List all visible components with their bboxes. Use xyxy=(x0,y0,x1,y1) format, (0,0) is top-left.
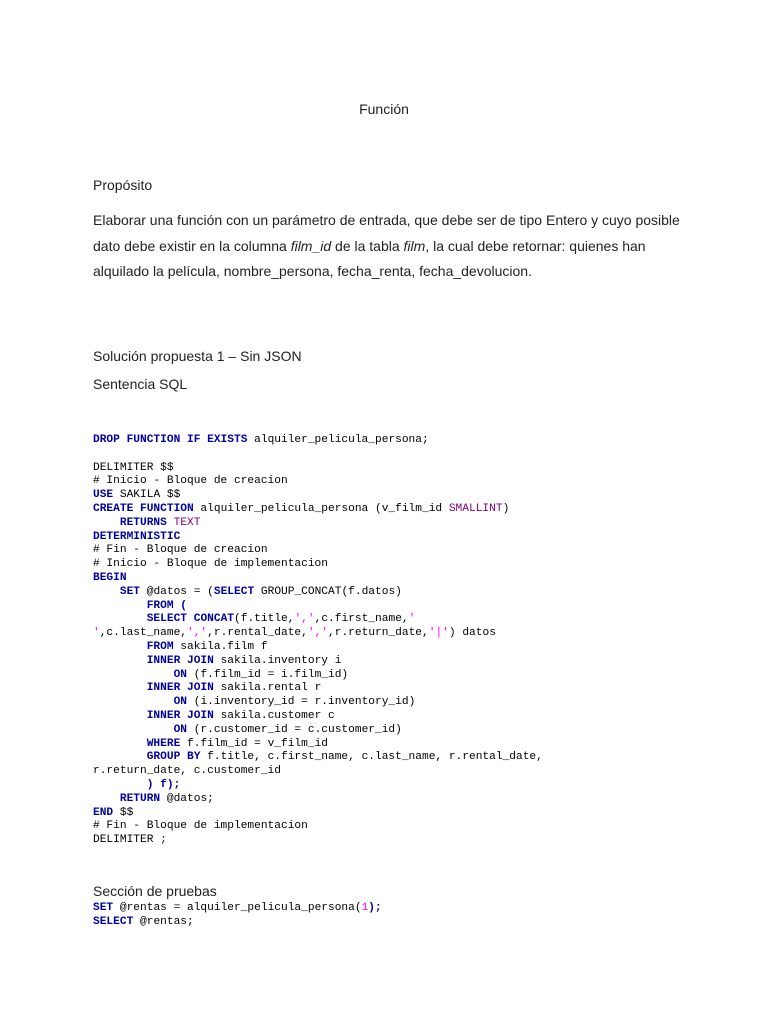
code-text: (r.customer_id = c.customer_id) xyxy=(187,723,402,736)
code-text: f.film_id = v_film_id xyxy=(180,737,328,750)
code-keyword: ON xyxy=(173,668,188,681)
code-keyword: WHERE xyxy=(146,737,181,750)
code-text: ,r.rental_date, xyxy=(207,627,308,640)
code-keyword: SELECT xyxy=(146,613,188,626)
code-text: ( xyxy=(173,599,188,612)
code-keyword: FROM xyxy=(146,640,174,653)
code-text: ,c.first_name, xyxy=(314,613,409,626)
code-type: SMALLINT xyxy=(448,502,503,515)
code-keyword: INNER JOIN xyxy=(146,654,214,667)
code-keyword: CONCAT xyxy=(193,613,235,626)
code-text: (i.inventory_id = r.inventory_id) xyxy=(187,696,416,709)
pruebas-heading: Sección de pruebas xyxy=(93,883,217,899)
code-string: ',' xyxy=(187,627,208,640)
code-keyword: FROM xyxy=(146,599,174,612)
code-text: sakila.film f xyxy=(173,640,268,653)
code-text: r.return_date, c.customer_id xyxy=(93,765,281,778)
code-text: @rentas = alquiler_pelicula_persona( xyxy=(113,902,362,914)
code-keyword: SELECT xyxy=(213,585,255,598)
code-text: sakila.inventory i xyxy=(213,654,342,667)
code-string: '|' xyxy=(428,627,449,640)
code-text: SAKILA $$ xyxy=(113,489,181,502)
sql-heading: Sentencia SQL xyxy=(93,376,188,392)
sql-code-block xyxy=(93,434,543,848)
code-keyword: ON xyxy=(173,696,188,709)
code-type: TEXT xyxy=(173,516,201,529)
code-keyword: BEGIN xyxy=(93,571,127,584)
proposito-heading: Propósito xyxy=(93,177,153,193)
code-keyword: INNER JOIN xyxy=(146,709,214,722)
paragraph-part-3: , la cual debe retornar: quienes han alquilado la película, nombre_persona, fecha_renta, fecha_devolucion. xyxy=(93,237,646,280)
paragraph-film: film xyxy=(403,237,426,254)
code-number: 1 xyxy=(361,902,369,914)
code-text: (f.film_id = i.film_id) xyxy=(187,668,349,681)
code-text: @datos = ( xyxy=(140,585,214,598)
code-comment: # Inicio - Bloque de implementacion xyxy=(93,558,328,571)
code-keyword: RETURN xyxy=(119,792,161,805)
code-text: f.title, c.first_name, c.last_name, r.rental_date, xyxy=(200,751,543,764)
code-text: ); xyxy=(368,902,382,914)
code-string: ',' xyxy=(294,613,315,626)
code-text: ) f); xyxy=(146,778,181,791)
code-keyword: DETERMINISTIC xyxy=(93,530,181,543)
purpose-paragraph xyxy=(93,208,683,285)
code-comment: # Inicio - Bloque de creacion xyxy=(93,475,288,488)
code-text: ) datos xyxy=(448,627,496,640)
code-keyword: RETURNS xyxy=(119,516,167,529)
code-keyword: CREATE FUNCTION xyxy=(93,502,194,515)
code-keyword: END xyxy=(93,806,114,819)
code-text: $$ xyxy=(113,806,134,819)
code-keyword: INNER JOIN xyxy=(146,682,214,695)
code-keyword: ON xyxy=(173,723,188,736)
code-keyword: SET xyxy=(93,902,114,914)
code-comment: # Fin - Bloque de creacion xyxy=(93,544,268,557)
code-keyword: GROUP BY xyxy=(146,751,201,764)
code-text: ,r.return_date, xyxy=(328,627,429,640)
code-text: ,c.last_name, xyxy=(99,627,187,640)
paragraph-part-2: de la tabla xyxy=(331,237,404,254)
code-text: DELIMITER $$ xyxy=(93,461,174,474)
solution-heading: Solución propuesta 1 – Sin JSON xyxy=(93,348,302,364)
code-text: alquiler_pelicula_persona (v_film_id xyxy=(193,502,449,515)
code-string: ',' xyxy=(307,627,329,640)
code-text: @rentas; xyxy=(133,915,194,928)
code-keyword: DROP FUNCTION IF EXISTS xyxy=(93,434,248,446)
test-code-block xyxy=(93,902,382,930)
paragraph-part-1: Elaborar una función con un parámetro de entrada, que debe ser de tipo Entero y cuyo posible dato debe existir en la columna xyxy=(93,212,680,254)
code-string: ' xyxy=(93,627,100,640)
code-text: sakila.rental r xyxy=(213,682,322,695)
code-text: ) xyxy=(502,502,510,515)
code-text: @datos; xyxy=(160,792,214,805)
code-text: GROUP_CONCAT(f.datos) xyxy=(254,585,402,598)
code-text: ; xyxy=(160,834,167,847)
paragraph-film-id: film_id xyxy=(290,237,332,254)
code-keyword: SET xyxy=(119,585,141,598)
code-keyword: SELECT xyxy=(93,915,134,928)
code-comment: # Fin - Bloque de implementacion xyxy=(93,820,308,833)
code-text: alquiler_pelicula_persona; xyxy=(247,434,429,446)
code-text: sakila.customer c xyxy=(213,709,335,722)
code-keyword: USE xyxy=(93,489,114,502)
page-title: Función xyxy=(359,101,409,117)
code-text: DELIMITER xyxy=(93,834,161,847)
code-text: (f.title, xyxy=(234,613,295,626)
code-string: ' xyxy=(408,613,416,626)
